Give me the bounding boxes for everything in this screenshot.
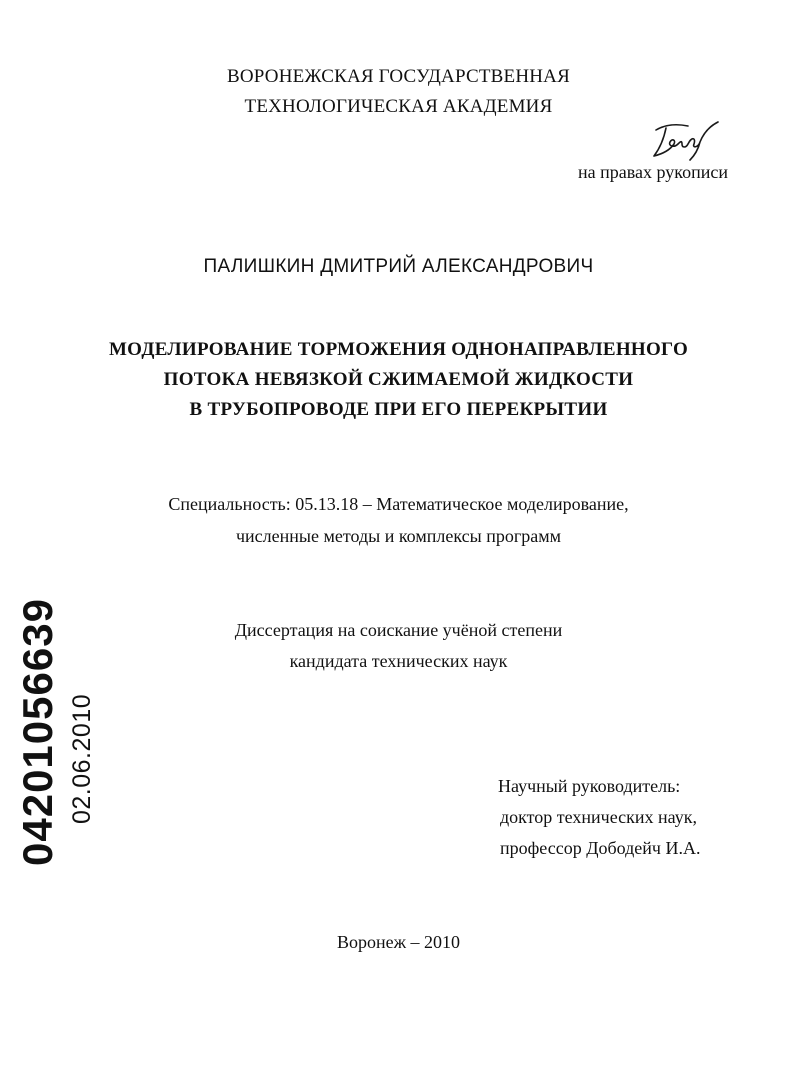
city-year: Воронеж – 2010 [336,932,461,952]
title-line-2: ПОТОКА НЕВЯЗКОЙ СЖИМАЕМОЙ ЖИДКОСТИ [163,369,634,390]
institution-line-1: ВОРОНЕЖСКАЯ ГОСУДАРСТВЕННАЯ [227,66,570,87]
specialty-line-1: Специальность: 05.13.18 – Математическое моделирование, [168,494,629,514]
degree-line-2: кандидата технических наук [289,651,508,671]
signature-image [648,116,726,166]
library-stamp-date: 02.06.2010 [68,693,96,824]
library-stamp-id: 04201056639 [14,598,61,866]
supervisor-title: доктор технических наук, [500,807,697,827]
institution-line-2: ТЕХНОЛОГИЧЕСКАЯ АКАДЕМИЯ [244,96,553,117]
title-line-3: В ТРУБОПРОВОДЕ ПРИ ЕГО ПЕРЕКРЫТИИ [189,399,608,420]
specialty-line-2: численные методы и комплексы программ [235,526,562,546]
supervisor-name: профессор Дободейч И.А. [500,838,701,858]
author-name: ПАЛИШКИН ДМИТРИЙ АЛЕКСАНДРОВИЧ [203,256,594,277]
title-line-1: МОДЕЛИРОВАНИЕ ТОРМОЖЕНИЯ ОДНОНАПРАВЛЕННОГО [108,339,689,360]
manuscript-note: на правах рукописи [578,162,728,182]
supervisor-label: Научный руководитель: [498,776,681,796]
degree-line-1: Диссертация на соискание учёной степени [234,620,563,640]
